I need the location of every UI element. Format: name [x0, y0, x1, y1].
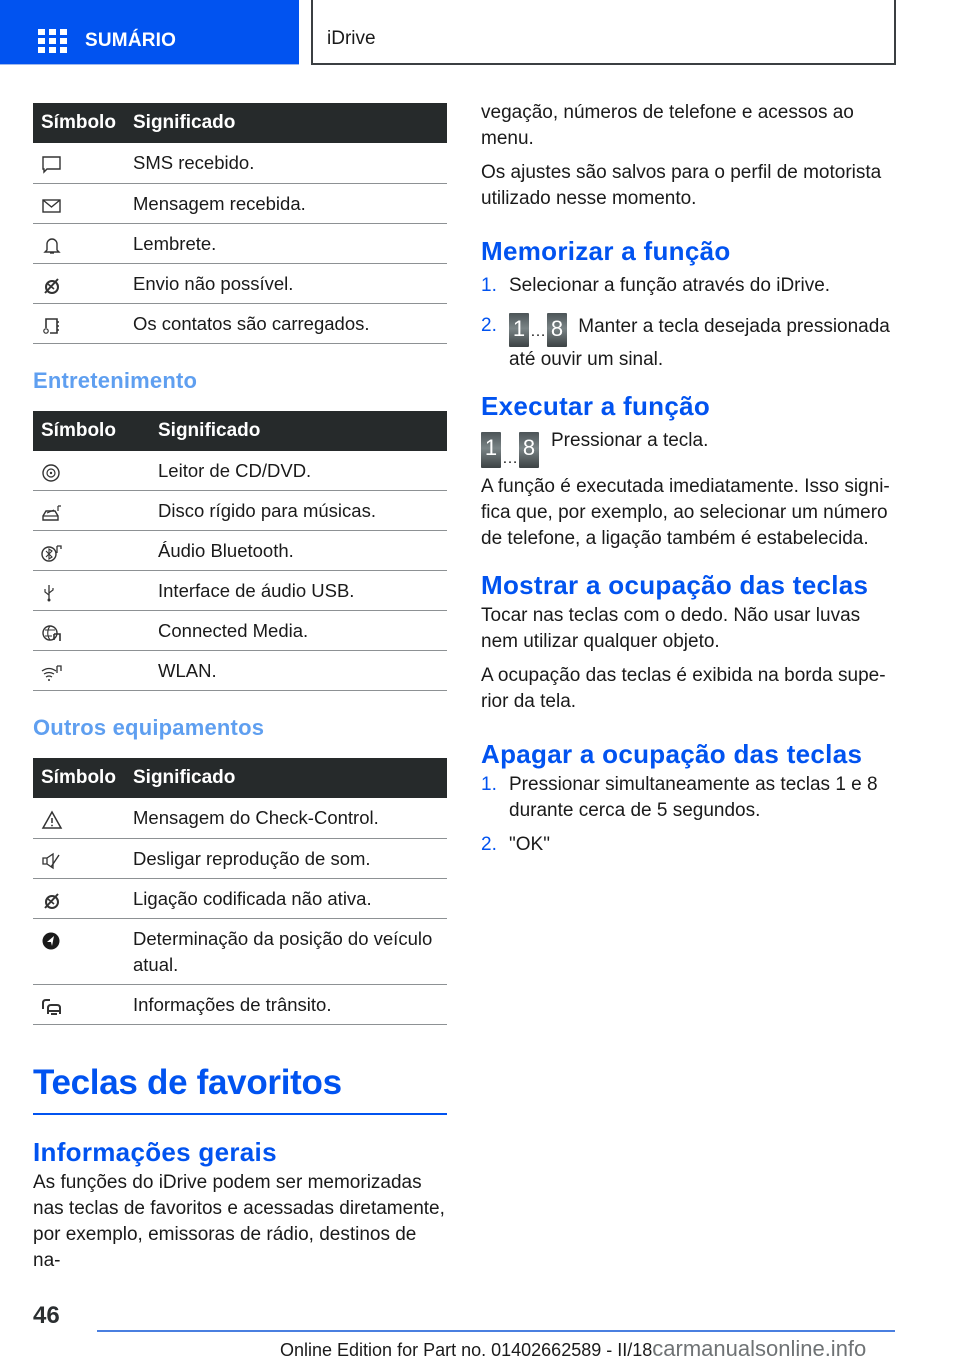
edition-text: Online Edition for Part no. 01402662589 - II/18 — [280, 1340, 653, 1360]
column-header-symbol: Símbolo — [33, 103, 133, 143]
favorite-key-1-icon: 1 — [509, 313, 529, 347]
table-row — [33, 223, 447, 263]
footer-divider — [97, 1330, 895, 1332]
list-item — [481, 832, 901, 858]
table-row — [33, 878, 447, 918]
table-row — [33, 183, 447, 223]
table-row — [33, 143, 447, 183]
ellipsis: … — [530, 323, 546, 340]
cd-dvd-icon — [41, 463, 63, 483]
contacts-loading-icon — [41, 316, 63, 336]
column-header-symbol: Símbolo — [33, 758, 133, 798]
communication-symbols-table — [33, 103, 447, 344]
memorize-steps — [481, 273, 901, 373]
row-text: Mensagem recebida. — [133, 183, 447, 223]
grid-icon — [38, 29, 67, 53]
favorite-key-8-icon: 8 — [547, 313, 567, 347]
connected-media-icon — [41, 623, 63, 643]
vehicle-position-icon — [41, 931, 63, 951]
chapter-title-box[interactable] — [311, 0, 896, 65]
table-row — [33, 451, 447, 491]
watermark[interactable]: carmanualsonline.info — [652, 1336, 867, 1361]
page-number: 46 — [33, 1302, 60, 1329]
heading-execute: Executar a função — [481, 391, 711, 421]
general-info-paragraph-cont: vegação, números de telefone e acessos ao menu. — [481, 102, 854, 149]
step-text: Manter a tecla desejada pressionada até ouvir um sinal. — [509, 316, 890, 370]
column-header-meaning: Significado — [133, 758, 447, 798]
heading-clear-assignment: Apagar a ocupação das teclas — [481, 739, 863, 769]
step-text: "OK" — [509, 834, 550, 855]
entertainment-symbols-table — [33, 411, 447, 692]
row-text: WLAN. — [158, 651, 447, 691]
usb-icon — [41, 583, 63, 603]
heading-general-info: Informações gerais — [33, 1136, 277, 1167]
section-title-entertainment: Entretenimento — [33, 367, 198, 393]
row-text: Interface de áudio USB. — [158, 571, 447, 611]
table-row — [33, 571, 447, 611]
row-text: Lembrete. — [133, 223, 447, 263]
favorite-key-8-icon: 8 — [519, 432, 539, 468]
heading-memorize: Memorizar a função — [481, 236, 731, 266]
other-equipment-symbols-table — [33, 758, 447, 1025]
show-paragraph-1: Tocar nas teclas com o dedo. Não usar luvas nem utilizar qualquer objeto. — [481, 605, 861, 652]
mute-speaker-icon — [41, 851, 63, 871]
execute-instruction — [481, 428, 901, 468]
right-column — [481, 100, 901, 866]
list-item — [481, 313, 901, 373]
bluetooth-audio-icon — [41, 543, 63, 563]
row-text: Mensagem do Check-Control. — [133, 798, 447, 838]
favorite-keys — [481, 428, 539, 468]
table-row — [33, 303, 447, 343]
wlan-music-icon — [41, 663, 63, 683]
left-column — [33, 103, 447, 1274]
step-number: 1. — [481, 275, 497, 296]
step-text: Selecionar a função através do iDrive. — [509, 275, 831, 296]
sms-icon — [41, 155, 63, 175]
show-paragraph-2: A ocupação das teclas é exibida na borda superior da tela. — [481, 665, 886, 712]
ellipsis: … — [502, 450, 518, 467]
column-header-meaning: Significado — [133, 103, 447, 143]
toc-label: SUMÁRIO — [85, 30, 177, 51]
row-text: Os contatos são carregados. — [133, 303, 447, 343]
row-text: Leitor de CD/DVD. — [158, 451, 447, 491]
clear-steps — [481, 772, 901, 858]
column-header-meaning: Significado — [158, 411, 447, 451]
step-text: Pressionar simultaneamente as teclas 1 e 8 durante cerca de 5 segundos. — [509, 774, 878, 821]
column-header-symbol: Símbolo — [33, 411, 158, 451]
encryption-off-icon — [41, 891, 63, 911]
row-text: Connected Media. — [158, 611, 447, 651]
row-text: Ligação codificada não ativa. — [133, 878, 447, 918]
row-text: SMS recebido. — [133, 143, 447, 183]
table-row — [33, 491, 447, 531]
traffic-info-icon — [41, 997, 63, 1017]
favorite-key-1-icon: 1 — [481, 432, 501, 468]
table-row — [33, 531, 447, 571]
step-number: 1. — [481, 774, 497, 795]
list-item — [481, 772, 901, 824]
row-text: Áudio Bluetooth. — [158, 531, 447, 571]
general-info-paragraph: As funções do iDrive podem ser memorizadas nas teclas de favoritos e acessadas diretamente, por exemplo, emissoras de rádio, destinos de na- — [33, 1171, 445, 1271]
send-disabled-icon — [41, 276, 63, 296]
table-row — [33, 611, 447, 651]
heading-show-assignment: Mostrar a ocupação das teclas — [481, 570, 869, 600]
bell-icon — [41, 236, 63, 256]
row-text: Informações de trânsito. — [133, 984, 447, 1024]
section-title-other-equipment: Outros equipamentos — [33, 715, 265, 740]
table-row — [33, 984, 447, 1024]
envelope-icon — [41, 196, 63, 216]
step-number: 2. — [481, 315, 497, 336]
row-text: Determinação da posição do veículo atual. — [133, 918, 447, 984]
table-row — [33, 918, 447, 984]
profile-note-paragraph: Os ajustes são salvos para o perfil de motorista utilizado nesse momento. — [481, 162, 882, 209]
toc-tab[interactable] — [0, 0, 299, 65]
footer-edition — [280, 1336, 866, 1362]
row-text: Desligar reprodução de som. — [133, 838, 447, 878]
chapter-title-favorites: Teclas de favoritos — [33, 1063, 447, 1115]
table-row — [33, 798, 447, 838]
execute-paragraph: A função é executada imediatamente. Isso significa que, por exemplo, ao selecionar um número de telefone, a ligação também é estabelecida. — [481, 476, 890, 549]
row-text: Disco rígido para músicas. — [158, 491, 447, 531]
step-number: 2. — [481, 834, 497, 855]
warning-triangle-icon — [41, 810, 63, 830]
hard-disk-music-icon — [41, 503, 63, 523]
table-row — [33, 838, 447, 878]
row-text: Envio não possível. — [133, 263, 447, 303]
chapter-title: iDrive — [327, 28, 376, 49]
table-row — [33, 651, 447, 691]
execute-instruction-text: Pressionar a tecla. — [551, 430, 709, 451]
table-row — [33, 263, 447, 303]
list-item — [481, 273, 901, 299]
